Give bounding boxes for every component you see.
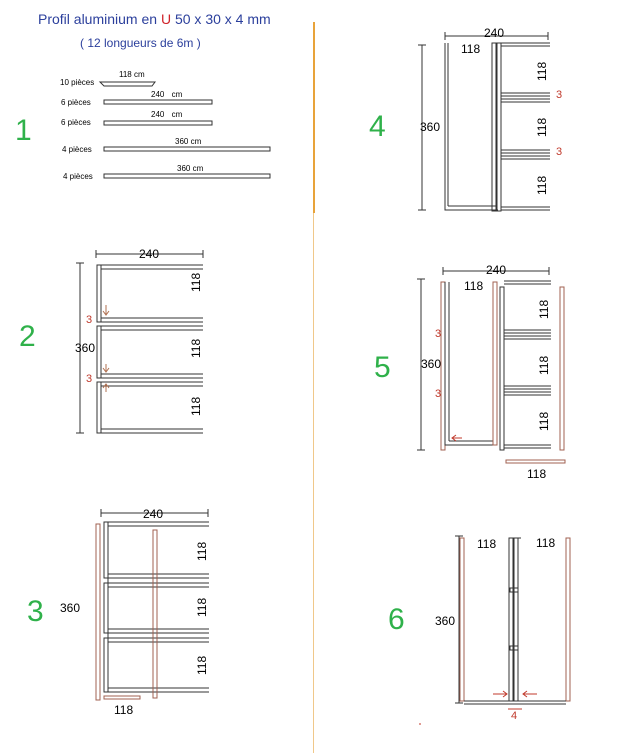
step5-width-label: 240 xyxy=(486,263,507,277)
step4-gap-label-2: 3 xyxy=(556,146,563,158)
step3-shelf-label-1: 118 xyxy=(195,541,209,561)
step2-shelf-label-2: 118 xyxy=(189,338,203,358)
step-number-3: 3 xyxy=(27,595,44,628)
step1-count-3: 6 pièces xyxy=(61,118,91,127)
step5-height-label: 360 xyxy=(421,357,442,371)
step-number-6: 6 xyxy=(388,603,405,636)
step-number-1: 1 xyxy=(15,114,32,147)
step2-shelf-label-1: 118 xyxy=(189,272,203,292)
step1-length-4: 360 cm xyxy=(175,137,202,146)
step6-right-label: 118 xyxy=(536,536,556,550)
title-u: U xyxy=(160,11,172,27)
step6-height-label: 360 xyxy=(435,614,456,628)
step3-shelf-label-2: 118 xyxy=(195,597,209,617)
title-suffix: 50 x 30 x 4 mm xyxy=(174,11,271,27)
step1-count-5: 4 pièces xyxy=(63,172,93,181)
step1-length-2-unit: cm xyxy=(171,90,183,99)
step1-length-5: 360 cm xyxy=(177,164,204,173)
step2-gap-label-2: 3 xyxy=(86,373,93,385)
bar-240-a xyxy=(104,100,212,104)
step2-gap-label-1: 3 xyxy=(86,314,93,326)
step1-length-3-value: 240 xyxy=(151,110,165,119)
step-number-5: 5 xyxy=(374,351,391,384)
step2-width-label: 240 xyxy=(139,247,160,261)
step4-shelf-label-3: 118 xyxy=(535,175,549,195)
bar-360-a xyxy=(104,147,270,151)
step1-length-3 xyxy=(151,111,182,119)
step6-frame xyxy=(419,536,570,724)
step4-height-label: 360 xyxy=(420,120,441,134)
step6-left-label: 118 xyxy=(477,537,497,551)
step3-bottom-label: 118 xyxy=(114,703,134,717)
step4-gap-label-1: 3 xyxy=(556,89,563,101)
step5-shelf-label-1: 118 xyxy=(537,299,551,319)
step3-height-label: 360 xyxy=(60,601,81,615)
step3-frame xyxy=(96,509,209,700)
step-number-4: 4 xyxy=(369,110,386,143)
step5-gap-label-2: 3 xyxy=(435,388,442,400)
title-prefix: Profil aluminium en xyxy=(38,11,158,27)
step1-count-1: 10 pièces xyxy=(60,78,95,87)
step-number-2: 2 xyxy=(19,320,36,353)
step4-top-label: 118 xyxy=(461,42,481,56)
step2-shelf-label-3: 118 xyxy=(189,396,203,416)
step1-length-2 xyxy=(151,91,182,99)
step2-frame xyxy=(76,247,203,433)
step1-count-4: 4 pièces xyxy=(62,145,92,154)
step2-height-label: 360 xyxy=(75,341,96,355)
step1-length-2-value: 240 xyxy=(151,90,165,99)
step1-count-2: 6 pièces xyxy=(61,98,91,107)
step1-length-3-unit: cm xyxy=(171,110,183,119)
step5-top-label: 118 xyxy=(464,279,484,293)
step5-shelf-label-3: 118 xyxy=(537,411,551,431)
subtitle: ( 12 longueurs de 6m ) xyxy=(80,36,201,50)
step4-width-label: 240 xyxy=(484,26,505,40)
bar-118 xyxy=(100,82,155,86)
step5-gap-label-1: 3 xyxy=(435,328,442,340)
step3-width-label: 240 xyxy=(143,507,164,521)
bar-360-b xyxy=(104,174,270,178)
step6-gap-label: 4 xyxy=(511,710,518,722)
bar-240-b xyxy=(104,121,212,125)
step5-shelf-label-2: 118 xyxy=(537,355,551,375)
step4-shelf-label-2: 118 xyxy=(535,117,549,137)
step1-length-1: 118 cm xyxy=(119,70,145,79)
step3-shelf-label-3: 118 xyxy=(195,655,209,675)
step5-bottom-label: 118 xyxy=(527,467,547,481)
step4-shelf-label-1: 118 xyxy=(535,61,549,81)
